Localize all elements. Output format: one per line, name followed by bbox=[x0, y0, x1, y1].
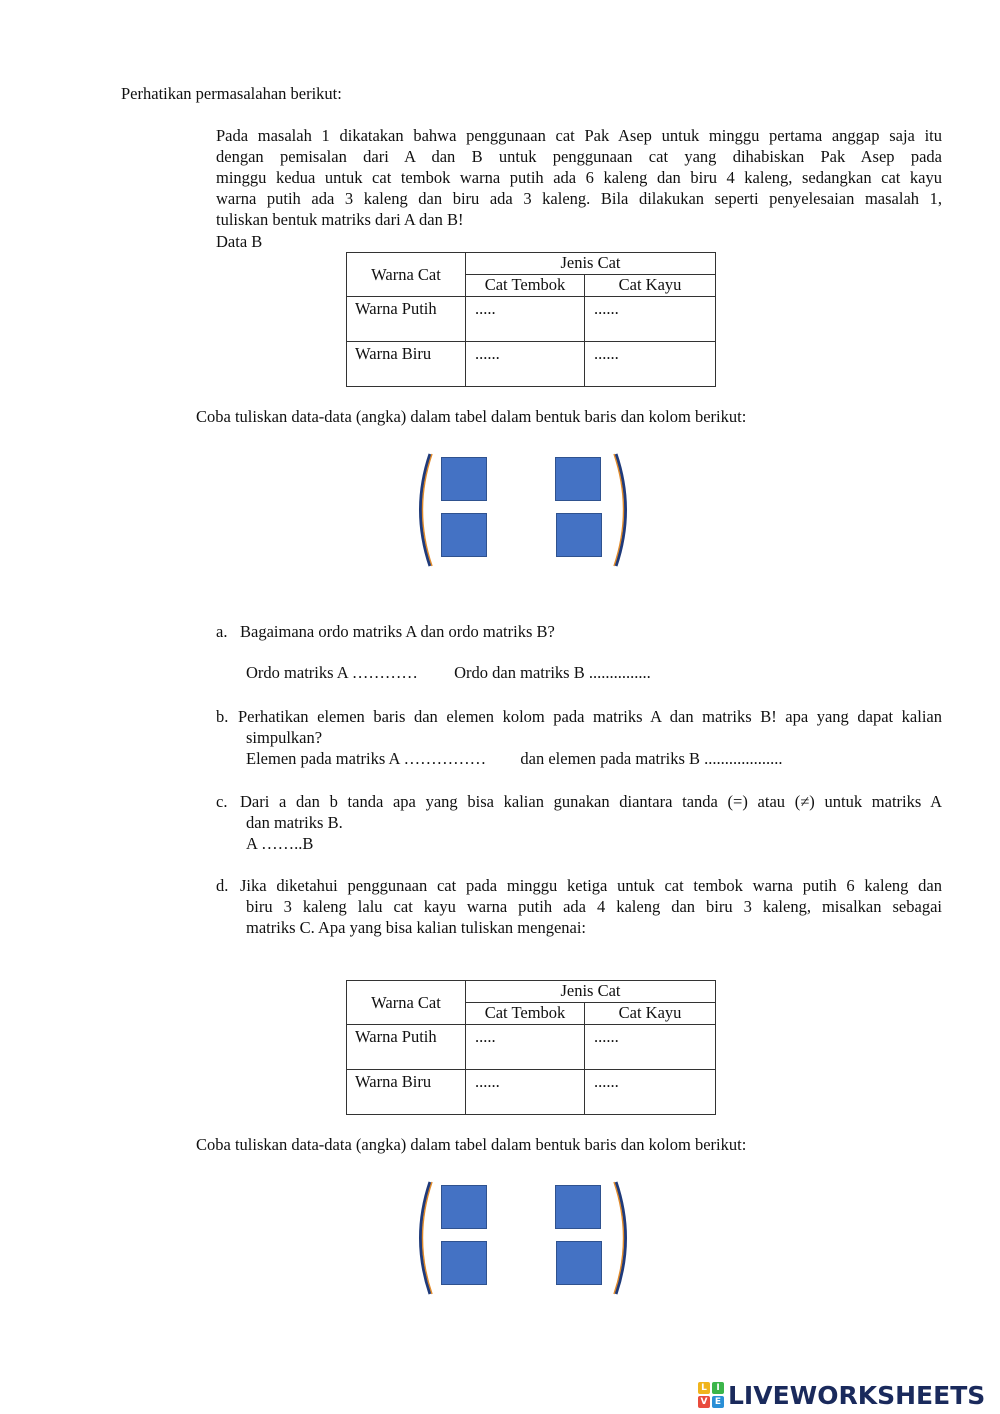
question-text-line: simpulkan? bbox=[246, 728, 323, 747]
header-jenis-cat: Jenis Cat bbox=[466, 981, 716, 1003]
question-label: b. bbox=[216, 707, 229, 726]
cell-putih-kayu[interactable]: ...... bbox=[585, 297, 716, 342]
row-label-putih: Warna Putih bbox=[347, 1025, 466, 1070]
question-c bbox=[216, 791, 942, 854]
brand-name: LIVEWORKSHEETS bbox=[728, 1380, 986, 1410]
paint-table-b bbox=[346, 252, 716, 387]
logo-letter: L bbox=[698, 1382, 710, 1394]
question-text-line: dan matriks B. bbox=[246, 813, 343, 832]
logo-letter: E bbox=[712, 1396, 724, 1408]
answer-elemen-a: Elemen pada matriks A …………… bbox=[246, 749, 487, 768]
instruction-1: Coba tuliskan data-data (angka) dalam tabel dalam bentuk baris dan kolom berikut: bbox=[196, 407, 747, 426]
matrix-input-box[interactable] bbox=[441, 513, 487, 557]
logo-icon bbox=[698, 1382, 724, 1408]
right-bracket-icon bbox=[608, 452, 638, 568]
paragraph-line: dengan pemisalan dari A dan B untuk penggunaan cat yang dihabiskan Pak Asep pada bbox=[216, 147, 942, 166]
subheader-cat-kayu: Cat Kayu bbox=[585, 275, 716, 297]
cell-biru-kayu[interactable]: ...... bbox=[585, 342, 716, 387]
answer-matrix-2 bbox=[408, 1180, 638, 1296]
question-text-line: biru 3 kaleng lalu cat kayu warna putih ada 4 kaleng dan biru 3 kaleng, misalkan sebagai bbox=[246, 897, 942, 916]
paint-table-c bbox=[346, 980, 716, 1115]
question-label: d. bbox=[216, 876, 229, 895]
cell-biru-tembok[interactable]: ...... bbox=[466, 342, 585, 387]
answer-matrix-1 bbox=[408, 452, 638, 568]
answer-line bbox=[216, 748, 942, 769]
paragraph-line: warna putih ada 3 kaleng dan biru ada 3 kaleng. Bila dilakukan seperti penyelesaian masalah 1, bbox=[216, 189, 942, 208]
cell-biru-tembok[interactable]: ...... bbox=[466, 1070, 585, 1115]
answer-line bbox=[216, 662, 942, 683]
matrix-input-box[interactable] bbox=[441, 1241, 487, 1285]
header-warna-cat: Warna Cat bbox=[347, 981, 466, 1025]
liveworksheets-logo bbox=[698, 1378, 985, 1412]
answer-elemen-b: dan elemen pada matriks B ................... bbox=[520, 749, 783, 768]
left-bracket-icon bbox=[408, 452, 438, 568]
matrix-input-box[interactable] bbox=[556, 513, 602, 557]
question-b bbox=[216, 706, 942, 769]
question-a bbox=[216, 621, 942, 683]
subheader-cat-tembok: Cat Tembok bbox=[466, 275, 585, 297]
intro-heading: Perhatikan permasalahan berikut: bbox=[121, 84, 342, 103]
left-bracket-icon bbox=[408, 1180, 438, 1296]
question-text-line: Jika diketahui penggunaan cat pada minggu ketiga untuk cat tembok warna putih 6 kaleng dan bbox=[240, 876, 942, 895]
instruction-2: Coba tuliskan data-data (angka) dalam tabel dalam bentuk baris dan kolom berikut: bbox=[196, 1135, 747, 1154]
header-warna-cat: Warna Cat bbox=[347, 253, 466, 297]
subheader-cat-tembok: Cat Tembok bbox=[466, 1003, 585, 1025]
row-label-putih: Warna Putih bbox=[347, 297, 466, 342]
matrix-input-box[interactable] bbox=[555, 457, 601, 501]
matrix-input-box[interactable] bbox=[441, 457, 487, 501]
paragraph-line: Pada masalah 1 dikatakan bahwa penggunaan cat Pak Asep untuk minggu pertama anggap saja itu bbox=[216, 126, 942, 145]
question-text-line: Perhatikan elemen baris dan elemen kolom pada matriks A dan matriks B! apa yang dapat kalian bbox=[238, 707, 942, 726]
question-label: c. bbox=[216, 792, 228, 811]
answer-line: A ……..B bbox=[246, 834, 314, 853]
question-d bbox=[216, 875, 942, 938]
answer-ordo-a: Ordo matriks A ………… bbox=[246, 663, 418, 682]
question-text-line: Dari a dan b tanda apa yang bisa kalian gunakan diantara tanda (=) atau (≠) untuk matriks A bbox=[240, 792, 942, 811]
cell-putih-tembok[interactable]: ..... bbox=[466, 1025, 585, 1070]
row-label-biru: Warna Biru bbox=[347, 1070, 466, 1115]
question-text: Bagaimana ordo matriks A dan ordo matriks B? bbox=[240, 622, 555, 641]
data-b-label: Data B bbox=[216, 232, 263, 251]
row-label-biru: Warna Biru bbox=[347, 342, 466, 387]
matrix-input-box[interactable] bbox=[555, 1185, 601, 1229]
answer-ordo-b: Ordo dan matriks B ............... bbox=[454, 663, 651, 682]
logo-letter: I bbox=[712, 1382, 724, 1394]
question-label: a. bbox=[216, 622, 228, 641]
header-jenis-cat: Jenis Cat bbox=[466, 253, 716, 275]
cell-putih-kayu[interactable]: ...... bbox=[585, 1025, 716, 1070]
cell-putih-tembok[interactable]: ..... bbox=[466, 297, 585, 342]
cell-biru-kayu[interactable]: ...... bbox=[585, 1070, 716, 1115]
problem-paragraph bbox=[216, 125, 942, 230]
subheader-cat-kayu: Cat Kayu bbox=[585, 1003, 716, 1025]
matrix-input-box[interactable] bbox=[556, 1241, 602, 1285]
matrix-input-box[interactable] bbox=[441, 1185, 487, 1229]
right-bracket-icon bbox=[608, 1180, 638, 1296]
logo-letter: V bbox=[698, 1396, 710, 1408]
paragraph-line: tuliskan bentuk matriks dari A dan B! bbox=[216, 210, 464, 229]
paragraph-line: minggu kedua untuk cat tembok warna putih ada 6 kaleng dan biru 4 kaleng, sedangkan cat kayu bbox=[216, 168, 942, 187]
question-text-line: matriks C. Apa yang bisa kalian tuliskan mengenai: bbox=[246, 918, 587, 937]
